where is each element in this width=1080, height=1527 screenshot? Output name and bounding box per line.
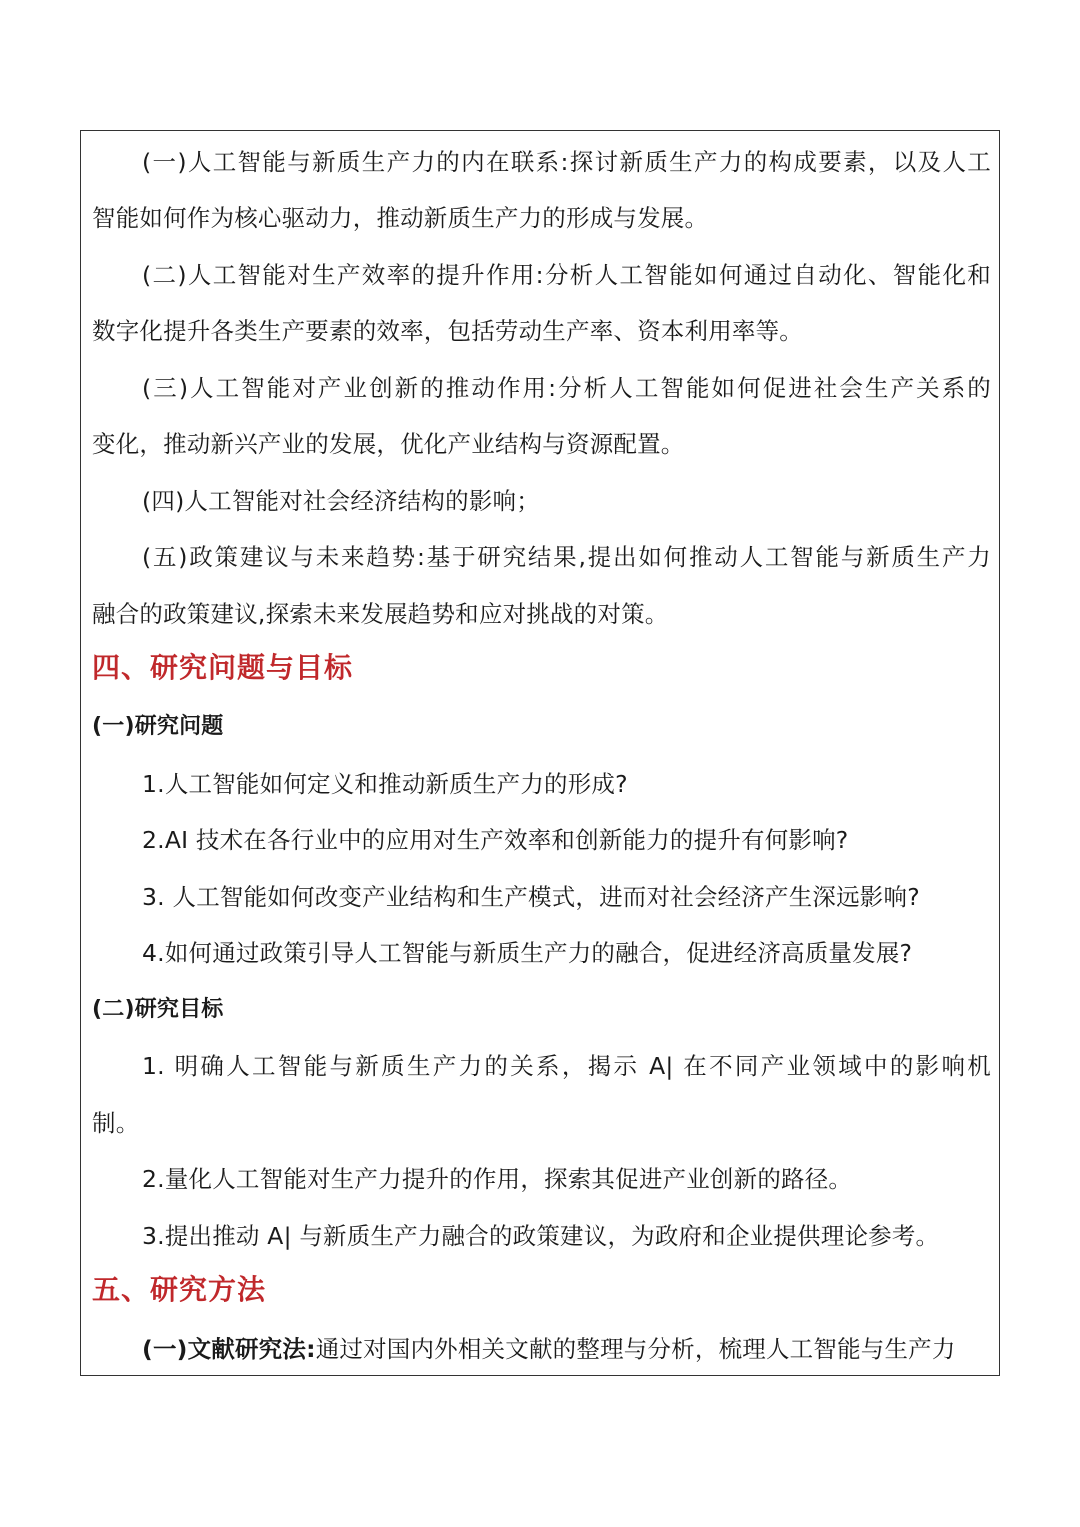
content-item-1-line-2: 智能如何作为核心驱动力，推动新质生产力的形成与发展。 bbox=[92, 204, 709, 232]
research-goal-1-line-2: 制。 bbox=[92, 1109, 140, 1137]
research-goals-heading: (二)研究目标 bbox=[92, 997, 224, 1022]
research-method-1-text: 通过对国内外相关文献的整理与分析，梳理人工智能与生产力 bbox=[315, 1335, 956, 1363]
research-question-1: 1.人工智能如何定义和推动新质生产力的形成? bbox=[142, 770, 628, 798]
research-goal-2: 2.量化人工智能对生产力提升的作用，探索其促进产业创新的路径。 bbox=[142, 1165, 853, 1193]
research-method-1 bbox=[92, 1332, 991, 1366]
section-4-title: 四、研究问题与目标 bbox=[92, 651, 354, 684]
section-5-title: 五、研究方法 bbox=[92, 1273, 267, 1306]
document-frame bbox=[80, 130, 1000, 1376]
content-item-3-line-1: (三)人工智能对产业创新的推动作用:分析人工智能如何促进社会生产关系的 bbox=[142, 374, 991, 402]
research-questions-heading: (一)研究问题 bbox=[92, 714, 224, 739]
content-item-2-line-1: (二)人工智能对生产效率的提升作用:分析人工智能如何通过自动化、智能化和 bbox=[142, 261, 991, 289]
content-item-2-line-2: 数字化提升各类生产要素的效率，包括劳动生产率、资本利用率等。 bbox=[92, 317, 803, 345]
content-item-4-line-1: (四)人工智能对社会经济结构的影响； bbox=[142, 487, 540, 515]
content-item-5-line-2: 融合的政策建议,探索未来发展趋势和应对挑战的对策。 bbox=[92, 600, 669, 628]
content-item-5-line-1: (五)政策建议与未来趋势:基于研究结果,提出如何推动人工智能与新质生产力 bbox=[142, 543, 991, 571]
research-question-3: 3. 人工智能如何改变产业结构和生产模式，进而对社会经济产生深远影响? bbox=[142, 883, 920, 911]
content-item-1-line-1: (一)人工智能与新质生产力的内在联系:探讨新质生产力的构成要素，以及人工 bbox=[142, 148, 991, 176]
research-method-1-label: (一)文献研究法: bbox=[142, 1335, 316, 1363]
research-goal-3: 3.提出推动 A| 与新质生产力融合的政策建议，为政府和企业提供理论参考。 bbox=[142, 1222, 940, 1250]
content-item-3-line-2: 变化，推动新兴产业的发展，优化产业结构与资源配置。 bbox=[92, 430, 685, 458]
research-question-2: 2.AI 技术在各行业中的应用对生产效率和创新能力的提升有何影响? bbox=[142, 826, 849, 854]
research-question-4: 4.如何通过政策引导人工智能与新质生产力的融合，促进经济高质量发展? bbox=[142, 939, 913, 967]
research-goal-1-line-1: 1. 明确人工智能与新质生产力的关系，揭示 A| 在不同产业领域中的影响机 bbox=[142, 1052, 991, 1080]
